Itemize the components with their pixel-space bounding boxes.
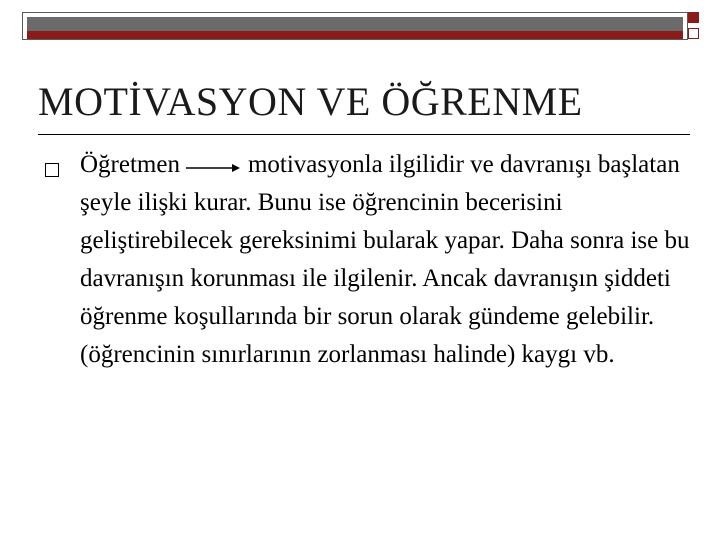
bullet-lead-word: Öğretmen <box>80 151 180 178</box>
bullet-text <box>80 146 695 374</box>
bullet-continuation: motivasyonla ilgilidir ve davranışı başlatan şeyle ilişki kurar. Bunu ise öğrencinin becerisini geliştirebilecek gereksinimi bularak yapar. Daha sonra ise bu davranışın korunması ile ilgilenir. Ancak davranışın şiddeti öğrenme koşullarında bir sorun olarak gündeme gelebilir. (öğrencinin sınırlarının zorlanması halinde) kaygı vb. <box>80 151 690 368</box>
right-arrow-icon <box>186 162 240 174</box>
bullet-square-icon <box>45 163 59 177</box>
slide-title: MOTİVASYON VE ÖĞRENME <box>38 79 583 124</box>
title-divider <box>38 134 690 135</box>
corner-square-outline <box>688 28 699 39</box>
top-banner-red-stripe <box>27 31 683 39</box>
top-banner <box>22 12 688 40</box>
corner-square-filled <box>688 12 699 23</box>
